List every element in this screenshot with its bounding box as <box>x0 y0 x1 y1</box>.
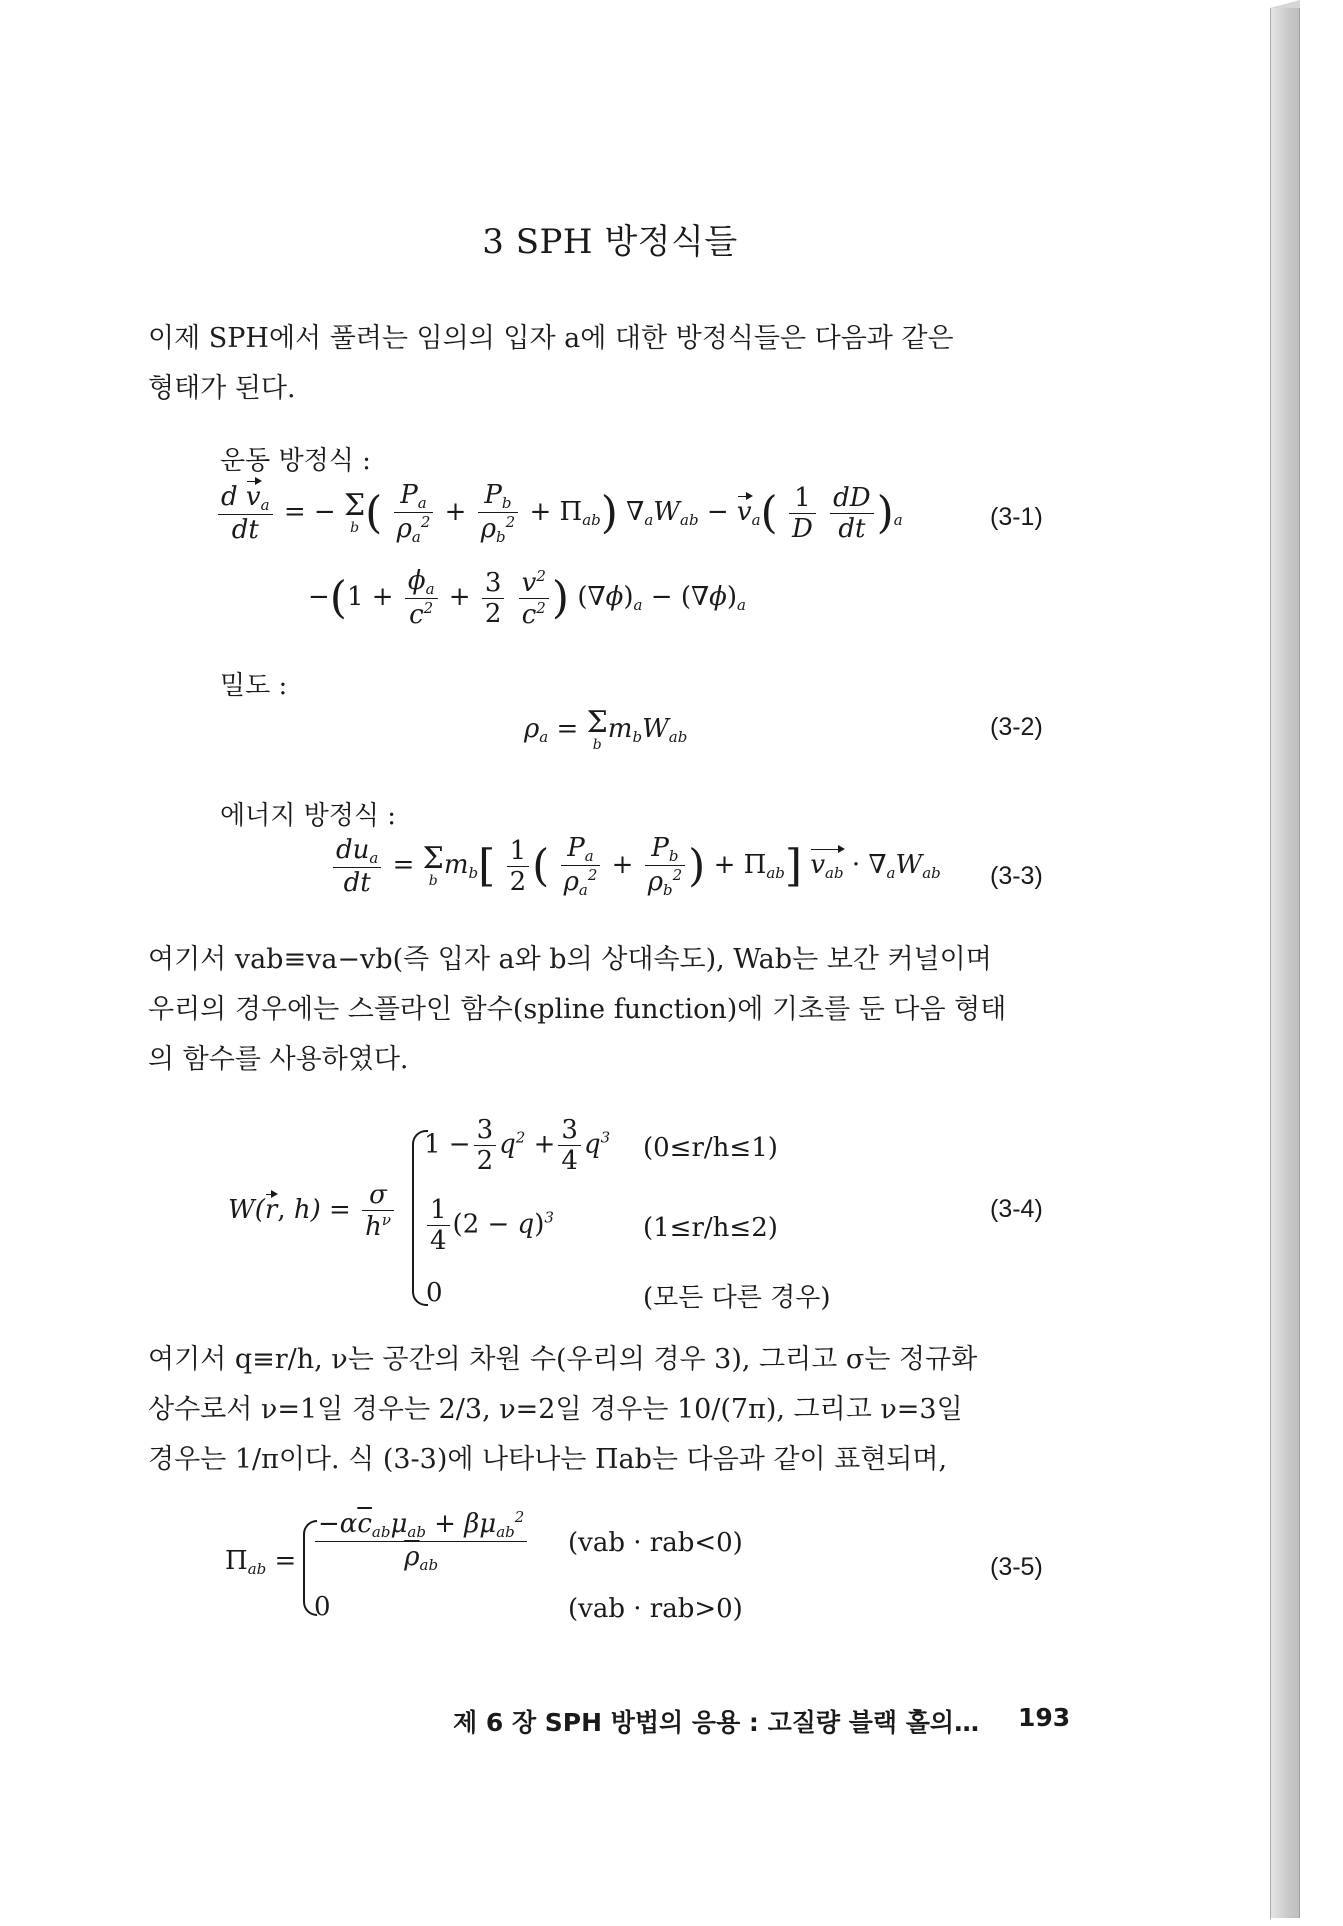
equation-3-1-line-1: $\frac{d v_a}{dt}$ = − Σ b ( $\frac{P_a}{\rho_a^2}$ + $\frac{P_b}{\rho_b^2}$ + $\Pi_{ab}$) $\nabla_aW_{ab} - v_a$( $\frac{1}{D}$ $\frac{dD}{dt}$ )$_a$ <box>215 480 903 546</box>
viscosity-case-1-expression: $\frac{-\alpha\overline{c}_{ab}\mu_{ab} + \beta\mu_{ab}^2}{\overline{\rho}_{ab}}$ <box>312 1508 530 1574</box>
kernel-condition-3: (모든 다른 경우) <box>643 1283 831 1313</box>
equation-3-2: $\rho_a$ = Σ b $m_bW_{ab}$ <box>524 705 688 753</box>
equation-3-3: $\frac{du_a}{dt}$ = Σ b $m_b$[ $\frac{1}{2}$ ( $\frac{P_a}{\rho_a^2}$ + $\frac{P_b}{\rho_b^2}$ ) + $\Pi_{ab}$] $v_{ab} \cdot \nabla_aW_{ab}$ <box>330 833 941 899</box>
kernel-case-2-expression: $\frac{1}{4}$ $(2 - q)^3$ <box>424 1195 554 1256</box>
equation-number-3-4: (3-4) <box>990 1195 1043 1223</box>
kernel-case-1-expression: 1 − $\frac{3}{2}$ $q^2$ + $\frac{3}{4}$ $q^3$ <box>424 1115 611 1176</box>
equation-3-4-lhs: W(r, h) = $\frac{\sigma}{h^\nu}$ <box>228 1180 397 1242</box>
paragraph-3-line-3: 경우는 1/π이다. 식 (3-3)에 나타나는 Πab는 다음과 같이 표현되며, <box>148 1444 948 1475</box>
paragraph-2-line-3: 의 함수를 사용하였다. <box>148 1044 409 1075</box>
kernel-condition-2: (1≤r/h≤2) <box>643 1213 778 1243</box>
kernel-case-3-expression: 0 <box>426 1278 443 1308</box>
page-edge-shadow <box>1270 6 1300 1918</box>
label-density: 밀도 : <box>220 671 288 701</box>
equation-number-3-1: (3-1) <box>990 503 1043 531</box>
equation-number-3-3: (3-3) <box>990 862 1043 890</box>
viscosity-case-2-expression: 0 <box>314 1592 331 1622</box>
paragraph-3-line-2: 상수로서 ν=1일 경우는 2/3, ν=2일 경우는 10/(7π), 그리고 ν=3일 <box>148 1394 963 1425</box>
label-motion-equation: 운동 방정식 : <box>220 446 371 476</box>
equation-number-3-2: (3-2) <box>990 713 1043 741</box>
page-number: 193 <box>1018 1703 1071 1732</box>
viscosity-condition-2: (vab · rab>0) <box>568 1594 743 1624</box>
kernel-condition-1: (0≤r/h≤1) <box>643 1133 778 1163</box>
equation-3-5-lhs: $\Pi_{ab}$ = <box>225 1546 297 1578</box>
viscosity-condition-1: (vab · rab<0) <box>568 1528 743 1558</box>
intro-line-1: 이제 SPH에서 풀려는 임의의 입자 a에 대한 방정식들은 다음과 같은 <box>148 323 954 354</box>
equation-number-3-5: (3-5) <box>990 1553 1043 1581</box>
label-energy-equation: 에너지 방정식 : <box>220 801 396 831</box>
running-head: 제 6 장 SPH 방법의 응용 : 고질량 블랙 홀의… <box>453 1708 980 1737</box>
intro-line-2: 형태가 된다. <box>148 373 296 404</box>
paragraph-2-line-1: 여기서 vab≡va−vb(즉 입자 a와 b의 상대속도), Wab는 보간 커널이며 <box>148 944 992 975</box>
paragraph-3-line-1: 여기서 q≡r/h, ν는 공간의 차원 수(우리의 경우 3), 그리고 σ는 정규화 <box>148 1344 978 1375</box>
equation-3-1-line-2: −(1 + $\frac{\phi_a}{c^2}$ + $\frac{3}{2}$ $\frac{v^2}{c^2}$ ) $(\nabla\phi)_a - (\nabla\phi)_a$ <box>308 566 746 630</box>
section-title: 3 SPH 방정식들 <box>482 222 738 262</box>
paragraph-2-line-2: 우리의 경우에는 스플라인 함수(spline function)에 기초를 둔 다음 형태 <box>148 994 1007 1025</box>
